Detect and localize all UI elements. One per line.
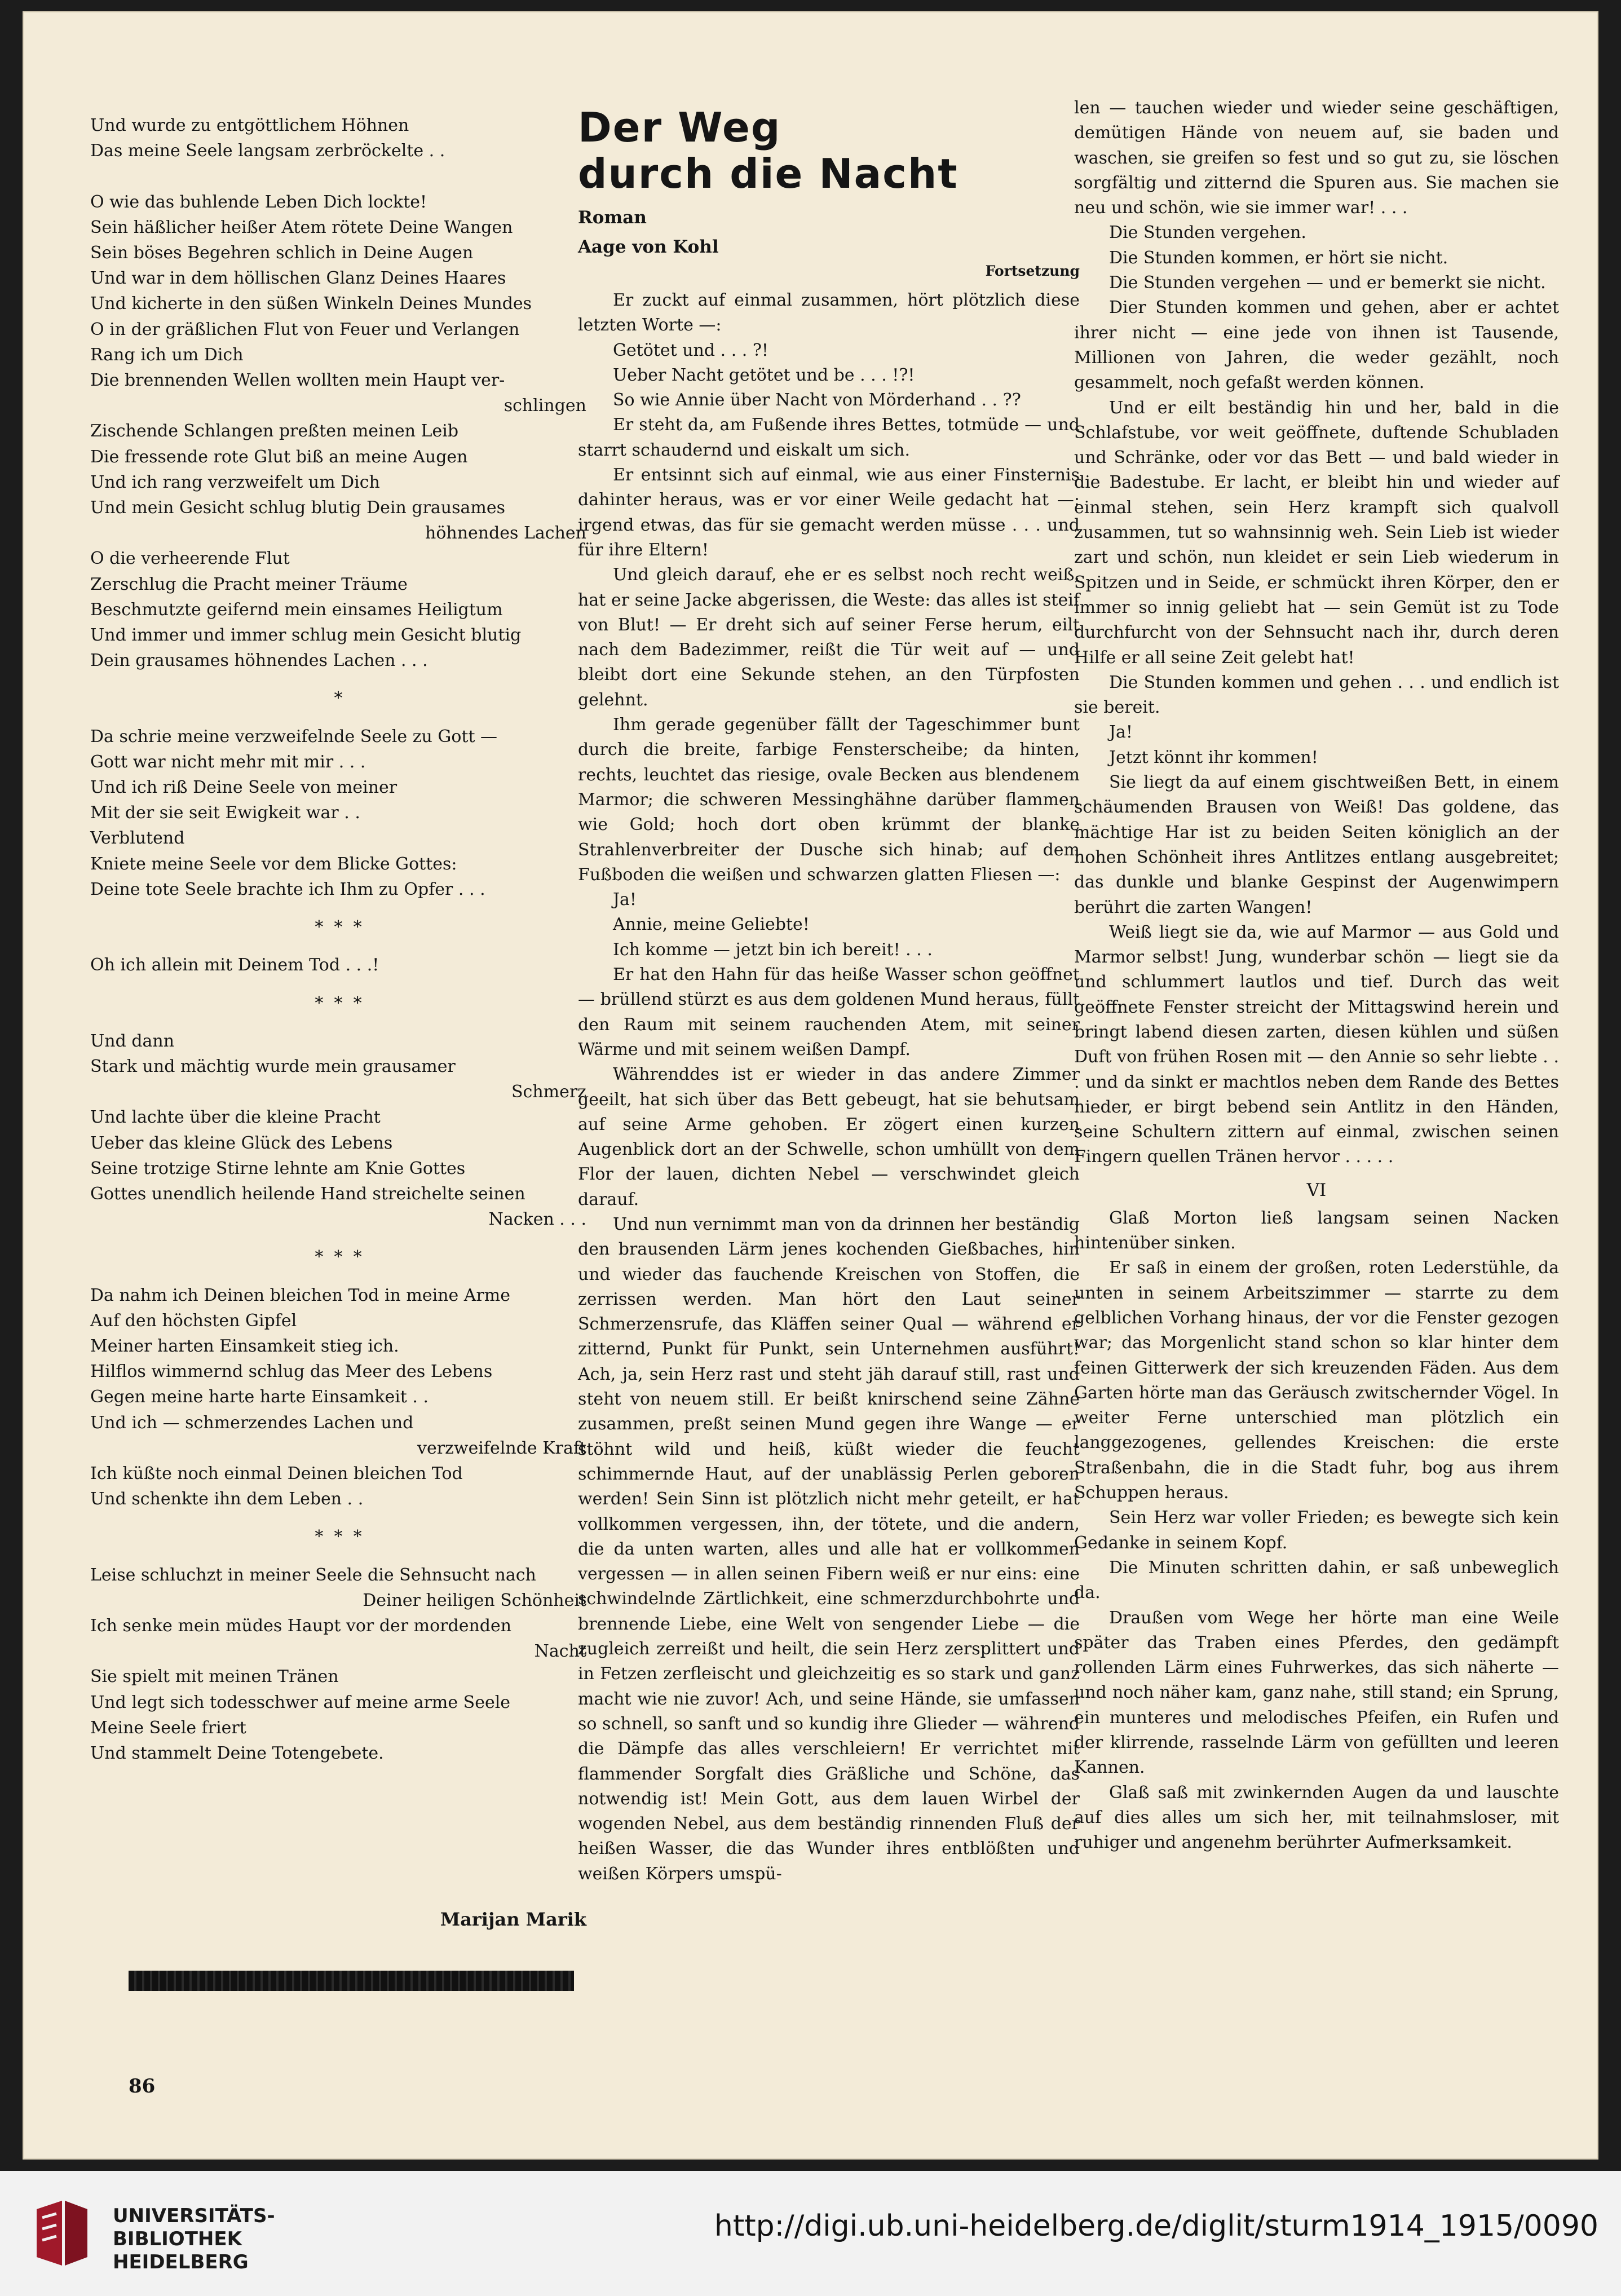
- chapter-paragraph: Er saß in einem der großen, roten Lederstühle, da unten in seinem Arbeitszimmer — starrte zu dem gelblichen Vorhang hinaus, der vor die Fenster gezogen war; das Morgenlicht stand schon so klar hinter dem feinen Gitterwerk der sich kreuzenden Fäden. Aus dem Garten hörte man das Geräusch zwitschernder Vögel. In weiter Ferne unterschied man plötzlich ein langgezogenes, gellendes Kreischen: die erste Straßenbahn, die in die Stadt fuhr, bog aus ihrem Schuppen heraus.: [1074, 1258, 1559, 1503]
- story-paragraph: Ja!: [1109, 722, 1133, 743]
- story-paragraph: Die Stunden vergehen — und er bemerkt sie nicht.: [1109, 273, 1546, 293]
- poem-line: Auf den höchsten Gipfel: [90, 1310, 297, 1331]
- poem-line: Mit der sie seit Ewigkeit war . .: [90, 803, 360, 823]
- poem-line: Und dann: [90, 1031, 175, 1051]
- story-column-right: [1074, 96, 1559, 1855]
- chapter-paragraph: Draußen vom Wege her hörte man eine Weile später das Traben eines Pferdes, den gedämpft rollenden Lärm eines Fuhrwerkes, das sich näherte — und noch näher kam, ganz nahe, still stand; ein Sprung, ein munteres und melodisches Pfeifen, ein Rufen und der klirrende, rasselnde Lärm von gefüllten und leeren Kannen.: [1074, 1608, 1559, 1778]
- story-paragraph: Weiß liegt sie da, wie auf Marmor — aus Gold und Marmor selbst! Jung, wunderbar schön — liegt sie da und schlummert lautlos und tief. Durch das weit geöffnete Fenster streicht der Mittagswind herein und bringt labend diesen zarten, diesen kühlen und süßen Duft von frühen Rosen mit — den Annie so sehr liebte . . . und da sinkt er machtlos neben dem Rande des Bettes nieder, er birgt bebend sein Antlitz in den Händen, seine Schultern zittern auf einmal, zwischen seinen Fingern quellen Tränen hervor . . . . .: [1074, 922, 1559, 1167]
- poem-line: Oh ich allein mit Deinem Tod . . .!: [90, 955, 379, 975]
- section-divider-stars: * * *: [315, 1527, 362, 1547]
- story-paragraph: Sie liegt da auf einem gischtweißen Bett, in einem schäumenden Brausen von Weiß! Das goldene, das mächtige Har ist zu beiden Seiten königlich an der hohen Schönheit ihres Antlitzes entlang ausgebreitet; das dunkle und blanke Gespinst der Augenwimpern berührt die zarten Wangen!: [1074, 772, 1559, 917]
- poem-line: Nacht: [534, 1641, 586, 1662]
- chapter-paragraph: Sein Herz war voller Frieden; es bewegte sich kein Gedanke in seinem Kopf.: [1074, 1508, 1559, 1553]
- story-paragraph: Und er eilt beständig hin und her, bald in die Schlafstube, vor weit geöffnete, duftende Schubladen und Schränke, oder vor das Bett — und bald wieder in die Badestube. Er lacht, er bleibt hin und wieder auf einmal stehen, sein Herz krampft sich qualvoll zusammen, tut so wahnsinnig weh. Sein Lieb ist wieder zart und schön, nun kleidet er sein Lieb wiederum in Spitzen und in Seide, er schmückt ihren Körper, den er immer so innig geliebt hat — sein Gemüt ist zu Tode durchfurcht von der Sehnsucht nach ihr, durch deren Hilfe er all seine Zeit gelebt hat!: [1074, 398, 1559, 668]
- permalink-url[interactable]: http://digi.ub.uni-heidelberg.de/diglit/sturm1914_1915/0090: [714, 2209, 1598, 2243]
- poem-line: Gottes unendlich heilende Hand streichelte seinen: [90, 1184, 525, 1204]
- poem-line: Und ich — schmerzendes Lachen und: [90, 1412, 414, 1433]
- story-title-line1: Der Weg: [578, 104, 781, 151]
- library-footer: [0, 2171, 1621, 2296]
- story-genre: Roman: [578, 207, 647, 228]
- document-page: [23, 11, 1598, 2160]
- poem-line: Sein böses Begehren schlich in Deine Augen: [90, 243, 474, 263]
- story-paragraph: Ja!: [613, 890, 637, 910]
- poem-line: Und legt sich todesschwer auf meine arme Seele: [90, 1692, 511, 1712]
- story-body-right: [1074, 96, 1559, 1170]
- poem-line: Da schrie meine verzweifelnde Seele zu Gott —: [90, 726, 498, 747]
- poem-line: Ich küßte noch einmal Deinen bleichen Tod: [90, 1463, 463, 1483]
- story-paragraph: Er steht da, am Fußende ihres Bettes, totmüde — und starrt schaudernd und eiskalt um sich.: [578, 415, 1080, 460]
- story-paragraph: Ich komme — jetzt bin ich bereit! . . .: [613, 939, 933, 960]
- chapter-body: [1074, 1206, 1559, 1856]
- poem-line: Sie spielt mit meinen Tränen: [90, 1667, 339, 1687]
- poem-line: höhnendes Lachen: [425, 523, 586, 544]
- poem-line: Meiner harten Einsamkeit stieg ich.: [90, 1336, 399, 1356]
- poem-line: Und ich riß Deine Seele von meiner: [90, 778, 397, 798]
- continuation-note: Fortsetzung: [985, 263, 1080, 279]
- poem-column: [90, 113, 586, 1766]
- story-paragraph: Er zuckt auf einmal zusammen, hört plötzlich diese letzten Worte —:: [578, 290, 1080, 335]
- poem-line: Ich senke mein müdes Haupt vor der mordenden: [90, 1615, 512, 1636]
- story-title-line2: durch die Nacht: [578, 150, 959, 197]
- poem-line: Stark und mächtig wurde mein grausamer: [90, 1056, 456, 1076]
- story-paragraph: Er entsinnt sich auf einmal, wie aus einer Finsternis dahinter heraus, was er vor einer Weile gedacht hat —: irgend etwas, das für sie gemacht werden müsse . . . und für ihre Eltern!: [578, 465, 1080, 560]
- chapter-paragraph: Die Minuten schritten dahin, er saß unbeweglich da.: [1074, 1557, 1559, 1603]
- poem-line: Ueber das kleine Glück des Lebens: [90, 1133, 393, 1153]
- story-author: Aage von Kohl: [578, 237, 719, 257]
- poem-line: Und wurde zu entgöttlichem Höhnen: [90, 116, 409, 135]
- poem-line: Gott war nicht mehr mit mir . . .: [90, 752, 366, 772]
- poem-line: Deine tote Seele brachte ich Ihm zu Opfer . . .: [90, 879, 485, 899]
- story-paragraph: Die Stunden vergehen.: [1109, 223, 1306, 243]
- story-column-middle: [578, 104, 1080, 1887]
- story-paragraph: Ueber Nacht getötet und be . . . !?!: [613, 365, 915, 385]
- poem-line: Deiner heiligen Schönheit: [363, 1590, 586, 1610]
- poem-line: Seine trotzige Stirne lehnte am Knie Gottes: [90, 1158, 466, 1178]
- story-paragraph: Die Stunden kommen und gehen . . . und endlich ist sie bereit.: [1074, 672, 1559, 718]
- poem-line: Die brennenden Wellen wollten mein Haupt ver-: [90, 370, 505, 391]
- poem-line: Gegen meine harte harte Einsamkeit . .: [90, 1387, 429, 1407]
- poem-line: Und kicherte in den süßen Winkeln Deines Mundes: [90, 294, 532, 314]
- poem-line: Und war in dem höllischen Glanz Deines Haares: [90, 268, 506, 289]
- poem-line: Nacken . . .: [488, 1209, 586, 1230]
- poem-line: Und immer und immer schlug mein Gesicht blutig: [90, 625, 522, 646]
- section-divider-stars: * * *: [315, 917, 362, 938]
- poem-line: Da nahm ich Deinen bleichen Tod in meine Arme: [90, 1285, 511, 1305]
- story-paragraph: Getötet und . . . ?!: [613, 340, 768, 360]
- story-paragraph: len — tauchen wieder und wieder seine geschäftigen, demütigen Hände von neuem auf, sie baden und waschen, sie greifen so fest und so gut zu, sie löschen sorgfältig und zitternd die Spuren aus. Sie machen sie neu und schön, wie sie immer war! . . .: [1074, 98, 1559, 218]
- poem-line: Verblutend: [90, 828, 185, 849]
- poem-line: Dein grausames höhnendes Lachen . . .: [90, 651, 428, 671]
- story-paragraph: Und gleich darauf, ehe er es selbst noch recht weiß, hat er seine Jacke abgerissen, die Weste: das alles ist steif von Blut! — Er dreht sich auf seiner Ferse herum, eilt nach dem Badezimmer, reißt die Tür weit auf — und bleibt dort eine Sekunde stehen, an den Türpfosten gelehnt.: [578, 565, 1080, 710]
- separator-rule: [129, 1971, 574, 1991]
- poem-line: Und stammelt Deine Totengebete.: [90, 1743, 384, 1763]
- story-paragraph: Annie, meine Geliebte!: [613, 915, 810, 935]
- poem-line: Und lachte über die kleine Pracht: [90, 1107, 381, 1128]
- story-paragraph: Währenddes ist er wieder in das andere Zimmer geeilt, hat sich über das Bett gebeugt, hat sie behutsam auf seine Arme gehoben. Er zögert einen kurzen Augenblick dort an der Schwelle, schon umhüllt von dem Flor der lauen, dichten Nebel — verschwindet gleich darauf.: [578, 1065, 1080, 1209]
- poem-line: Hilflos wimmernd schlug das Meer des Lebens: [90, 1362, 493, 1382]
- story-paragraph: Und nun vernimmt man von da drinnen her beständig den brausenden Lärm jenes kochenden Gießbaches, hin und wieder das fauchende Kreischen von Stoffen, die zerrissen werden. Man hört den Laut seiner Schmerzensrufe, das Kläffen seiner Qual — während er zitternd, Punkt für Punkt, sein Unternehmen ausführt! Ach, ja, sein Herz rast und steht jäh darauf still, rast und steht von neuem still. Er beißt knirschend seine Zähne zusammen, preßt seinen Mund gegen ihre Wange — er stöhnt wild und heiß, küßt wieder die feucht schimmernde Haut, auf der unablässig Perlen geboren werden! Sein Sinn ist plötzlich nicht mehr geteilt, er hat vollkommen vergessen, ihn, der tötete, und die andern, die da unten warten, alles und alle hat er vollkommen vergessen — in allen seinen Fibern weiß er nur eins: eine schwindelnde Zärtlichkeit, eine schmerzdurchbohrte und brennende Liebe, eine Welt von sengender Liebe — die zugleich zerreißt und heilt, die sein Herz zersplittert und in Fetzen zerfleischt und gleichzeitig es so stark und ganz macht wie nie zuvor! Ach, und seine Hände, sie umfassen so schnell, so sanft und so kundig ihre Glieder — während die Dämpfe das alles verschleiern! Er verrichtet mit flammender Sorgfalt dies Gräßliche und Schöne, das notwendig ist! Mein Gott, aus dem lauen Wirbel der wogenden Nebel, aus dem beständig rinnenden Fluß der heißen Wasser, die das Wunder ihres entblößten und weißen Körpers umspü-: [578, 1214, 1080, 1884]
- poem-line: O in der gräßlichen Flut von Feuer und Verlangen: [90, 319, 520, 339]
- story-paragraph: Ihm gerade gegenüber fällt der Tageschimmer bunt durch die breite, farbige Fensterscheibe; da hinten, rechts, leuchtet das riesige, ovale Becken aus blendenem Marmor; die schweren Messinghähne darüber flammen wie Gold; hoch dort oben krümmt der blanke Strahlenverbreiter der Dusche sich hinab; auf dem Fußboden die weißen und schwarzen glatten Fliesen —:: [578, 715, 1080, 885]
- poem-line: O die verheerende Flut: [90, 549, 290, 569]
- poem-line: Rang ich um Dich: [90, 345, 244, 365]
- poem-line: Und mein Gesicht schlug blutig Dein grausames: [90, 498, 505, 518]
- university-library-logo-icon: [31, 2198, 93, 2268]
- poem-line: Leise schluchzt in meiner Seele die Sehnsucht nach: [90, 1565, 536, 1585]
- poem-line: Zischende Schlangen preßten meinen Leib: [90, 421, 459, 441]
- poem-author: Marijan Marik: [440, 1909, 586, 1930]
- poem-line: [90, 164, 586, 189]
- story-paragraph: Er hat den Hahn für das heiße Wasser schon geöffnet — brüllend stürzt es aus dem goldenen Mund heraus, füllt den Raum mit seinem rauchenden Atem, mit seiner Wärme und mit seinem weißen Dampf.: [578, 965, 1080, 1059]
- poem-line: Sein häßlicher heißer Atem rötete Deine Wangen: [90, 217, 513, 237]
- poem-line: Das meine Seele langsam zerbröckelte . .: [90, 141, 445, 161]
- story-paragraph: Jetzt könnt ihr kommen!: [1109, 747, 1318, 767]
- section-divider-stars: *: [334, 688, 343, 709]
- poem-line: Schmerz: [511, 1082, 586, 1102]
- story-paragraph: Dier Stunden kommen und gehen, aber er achtet ihrer nicht — eine jede von ihnen ist Tausende, Millionen von Jahren, die weder gezählt, noch gesammelt, noch gefaßt werden können.: [1074, 298, 1559, 393]
- section-divider-stars: * * *: [315, 1247, 362, 1268]
- story-paragraph: So wie Annie über Nacht von Mörderhand . . ??: [613, 390, 1021, 410]
- poem-line: O wie das buhlende Leben Dich lockte!: [90, 192, 427, 212]
- chapter-number: VI: [1306, 1180, 1327, 1200]
- library-name-line2: BIBLIOTHEK: [113, 2228, 242, 2250]
- poem-line: Kniete meine Seele vor dem Blicke Gottes:: [90, 854, 457, 874]
- poem-line: Und ich rang verzweifelt um Dich: [90, 472, 380, 492]
- chapter-paragraph: Glaß Morton ließ langsam seinen Nacken hintenüber sinken.: [1074, 1208, 1559, 1253]
- poem-line: Meine Seele friert: [90, 1717, 246, 1738]
- poem-line: verzweifelnde Kraft: [417, 1438, 586, 1458]
- library-name-line3: HEIDELBERG: [113, 2251, 249, 2273]
- section-divider-stars: * * *: [315, 993, 362, 1013]
- story-body-middle: [578, 288, 1080, 1887]
- poem-line: Beschmutzte geifernd mein einsames Heiligtum: [90, 599, 503, 620]
- story-paragraph: Die Stunden kommen, er hört sie nicht.: [1109, 248, 1448, 268]
- library-name: [113, 2205, 275, 2274]
- poem-line: Zerschlug die Pracht meiner Träume: [90, 574, 408, 594]
- poem-line: Die fressende rote Glut biß an meine Augen: [90, 447, 468, 467]
- chapter-paragraph: Glaß saß mit zwinkernden Augen da und lauschte auf dies alles um sich her, mit teilnahmsloser, mit ruhiger und angenehm berührter Aufmerksamkeit.: [1074, 1782, 1559, 1853]
- poem-line: schlingen: [503, 396, 586, 416]
- library-name-line1: UNIVERSITÄTS-: [113, 2205, 275, 2227]
- poem-line: Und schenkte ihn dem Leben . .: [90, 1489, 364, 1509]
- page-number: 86: [129, 2075, 156, 2098]
